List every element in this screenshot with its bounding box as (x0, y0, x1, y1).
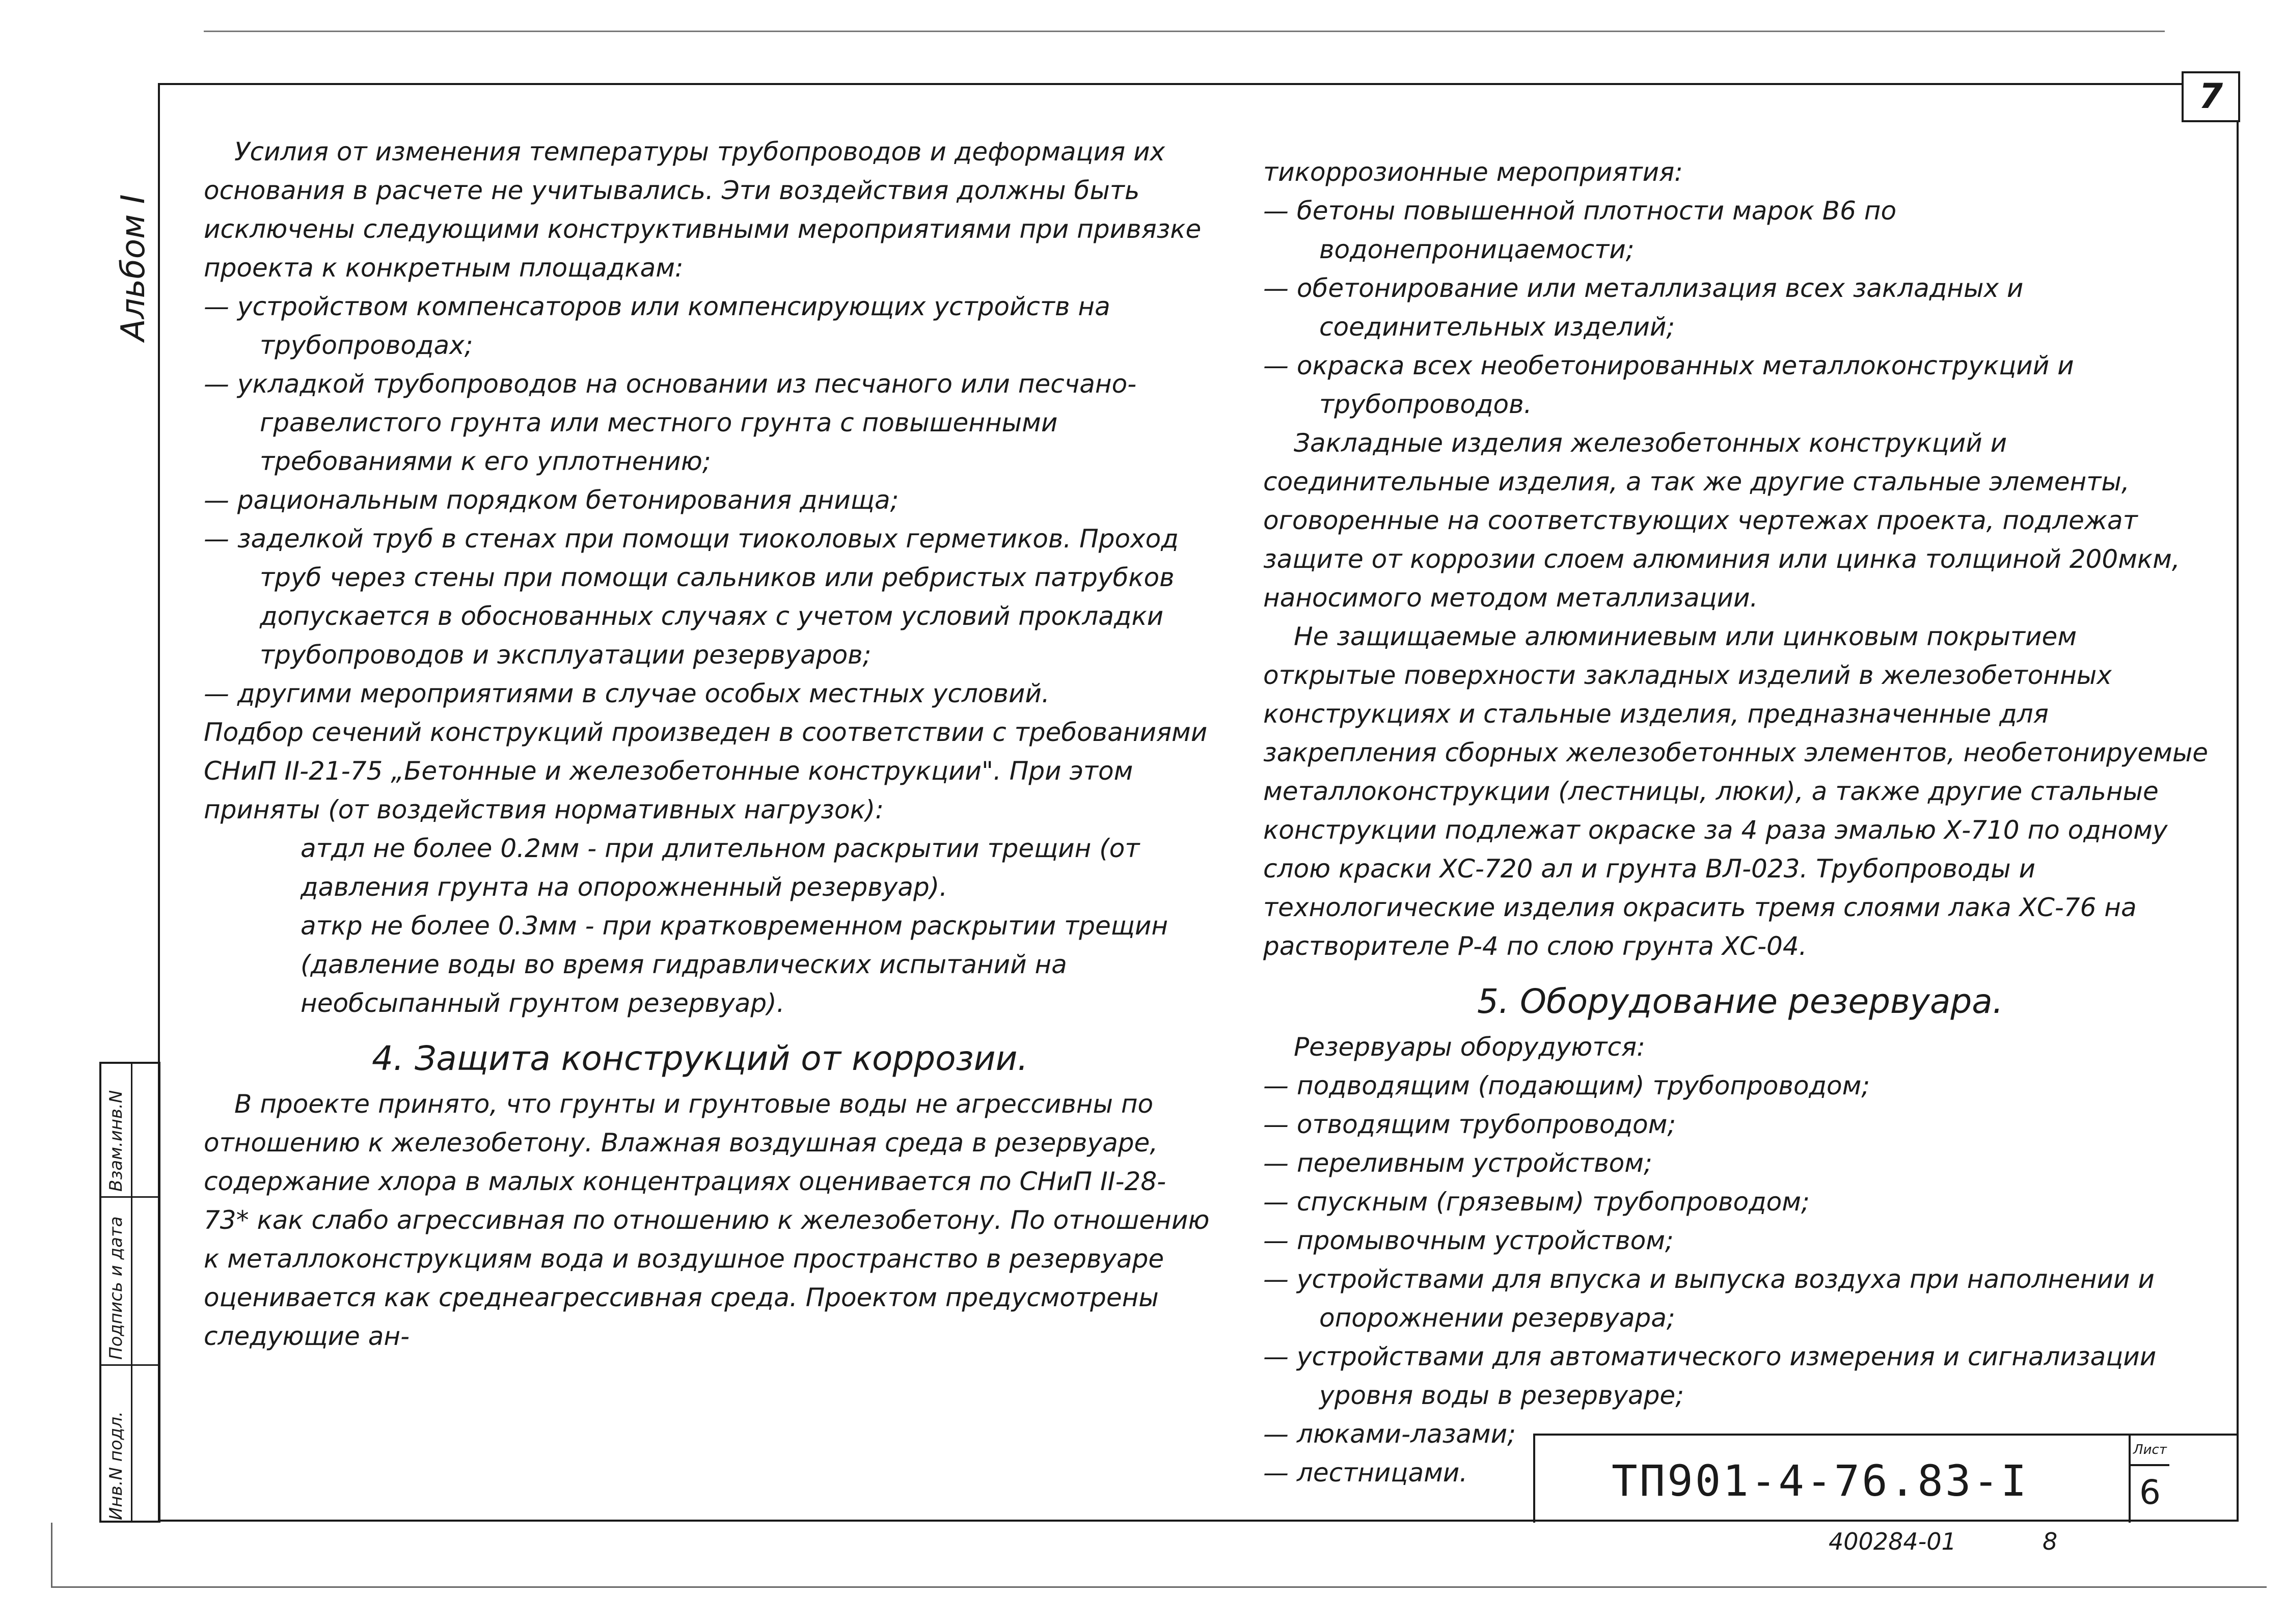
equipment-item: — спускным (грязевым) трубопроводом; (1263, 1187, 1810, 1217)
measure-item: — другими мероприятиями в случае особых местных условий. (204, 679, 1050, 708)
sheet-label: Лист (2131, 1436, 2169, 1466)
equipment-item: — люками-лазами; (1263, 1419, 1516, 1449)
title-block (1533, 1434, 2239, 1523)
anticorrosion-item: — окраска всех необетонированных металлоконструкций и трубопроводов. (1263, 351, 2074, 419)
section-5-heading: 5. Оборудование резервуара. (1477, 982, 2003, 1021)
equipment-item: — устройствами для впуска и выпуска воздуха при наполнении и опорожнении резервуара; (1263, 1264, 2155, 1333)
right-column (1263, 153, 2211, 1492)
sheet-number: 6 (2139, 1473, 2161, 1512)
album-label: Альбом I (115, 194, 152, 341)
bottom-edge-line (51, 1586, 2267, 1588)
equipment-item: — лестницами. (1263, 1458, 1468, 1488)
footer-code: 400284-01 (1829, 1528, 1956, 1555)
left-edge-mark (51, 1523, 52, 1586)
intro-paragraph: Усилия от изменения температуры трубопроводов и деформация их основания в расчете не учитывались. Эти воздействия должны быть исключены следующими конструктивными мероприятиями при привязке проекта к конкретным площадкам: (204, 137, 1202, 283)
stamp-label-replace: Взам.инв.N (106, 1090, 126, 1192)
unprotected-paragraph: Не защищаемые алюминиевым или цинковым покрытием открытые поверхности закладных изделий в железобетонных конструкциях и стальные изделия, предназначенные для закрепления сборных железобетонных элементов, необетонируемые металлоконструкции (лестницы, люки), а также другие стальные конструкции подлежат окраске за 4 раза эмалью Х-710 по одному слою краски ХС-720 ал и грунта ВЛ-023. Трубопроводы и технологические изделия окрасить тремя слоями лака ХС-76 на растворителе Р-4 по слою грунта ХС-04. (1263, 622, 2209, 961)
equipment-item: — устройствами для автоматического измерения и сигнализации уровня воды в резервуаре; (1263, 1342, 2157, 1410)
section-4-heading: 4. Защита конструкций от коррозии. (372, 1039, 1028, 1078)
measure-item: — заделкой труб в стенах при помощи тиоколовых герметиков. Проход труб через стены при помощи сальников или ребристых патрубков допускается в обоснованных случаях с учетом условий прокладки трубопроводов и эксплуатации резервуаров; (204, 524, 1179, 670)
stamp-divider (101, 1364, 158, 1366)
sheet-cell (2129, 1436, 2169, 1523)
crack-short-paragraph: aткр не более 0.3мм - при кратковременном раскрытии трещин (давление воды во время гидравлических испытаний на необсыпанный грунтом резервуар). (301, 911, 1168, 1018)
stamp-label-sign: Подпись и дата (106, 1216, 126, 1360)
equipment-item: — промывочным устройством; (1263, 1226, 1674, 1255)
footer-number: 8 (2043, 1528, 2058, 1555)
measure-item: — рациональным порядком бетонирования днища; (204, 485, 899, 515)
selection-paragraph: Подбор сечений конструкций произведен в соответствии с требованиями СНиП II-21-75 „Бетонные и железобетонные конструкции". При этом приняты (от воздействия нормативных нагрузок): (204, 718, 1208, 824)
embedded-parts-paragraph: Закладные изделия железобетонных конструкций и соединительные изделия, а так же другие стальные элементы, оговоренные на соответствующих чертежах проекта, подлежат защите от коррозии слоем алюминия или цинка толщиной 200мкм, наносимого методом металлизации. (1263, 428, 2180, 613)
measure-item: — укладкой трубопроводов на основании из песчаного или песчано-гравелистого грунта или местного грунта с повышенными требованиями к его уплотнению; (204, 369, 1137, 476)
document-designation: ТП901-4-76.83-I (1612, 1456, 2029, 1506)
crack-long-paragraph: aтдл не более 0.2мм - при длительном раскрытии трещин (от давления грунта на опорожненный резервуар). (301, 834, 1140, 902)
stamp-divider (101, 1196, 158, 1198)
section-5-lead: Резервуары оборудуются: (1294, 1032, 1645, 1062)
equipment-item: — переливным устройством; (1263, 1148, 1652, 1178)
equipment-item: — подводящим (подающим) трубопроводом; (1263, 1071, 1870, 1100)
anticorrosion-item: — обетонирование или металлизация всех закладных и соединительных изделий; (1263, 273, 2024, 342)
stamp-divider (131, 1064, 132, 1521)
page-number-box (2182, 71, 2240, 122)
top-edge-line (204, 31, 2165, 32)
anticorrosion-item: — бетоны повышенной плотности марок В6 по водонепроницаемости; (1263, 196, 1897, 264)
measure-item: — устройством компенсаторов или компенсирующих устройств на трубопроводах; (204, 292, 1110, 360)
stamp-label-inv: Инв.N подл. (106, 1411, 126, 1520)
equipment-item: — отводящим трубопроводом; (1263, 1110, 1676, 1139)
section-4-paragraph: В проекте принято, что грунты и грунтовые воды не агрессивны по отношению к железобетону. Влажная воздушная среда в резервуаре, содержание хлора в малых концентрациях оценивается по СНиП II-28-73* как слабо агрессивная по отношению к железобетону. По отношению к металлоконструкциям вода и воздушное пространство в резервуаре оценивается как среднеагрессивная среда. Проектом предусмотрены следующие ан- (204, 1089, 1210, 1351)
anticorrosion-lead: тикоррозионные мероприятия: (1263, 157, 1683, 187)
left-column (204, 132, 1210, 1356)
page-number: 7 (2198, 76, 2223, 117)
